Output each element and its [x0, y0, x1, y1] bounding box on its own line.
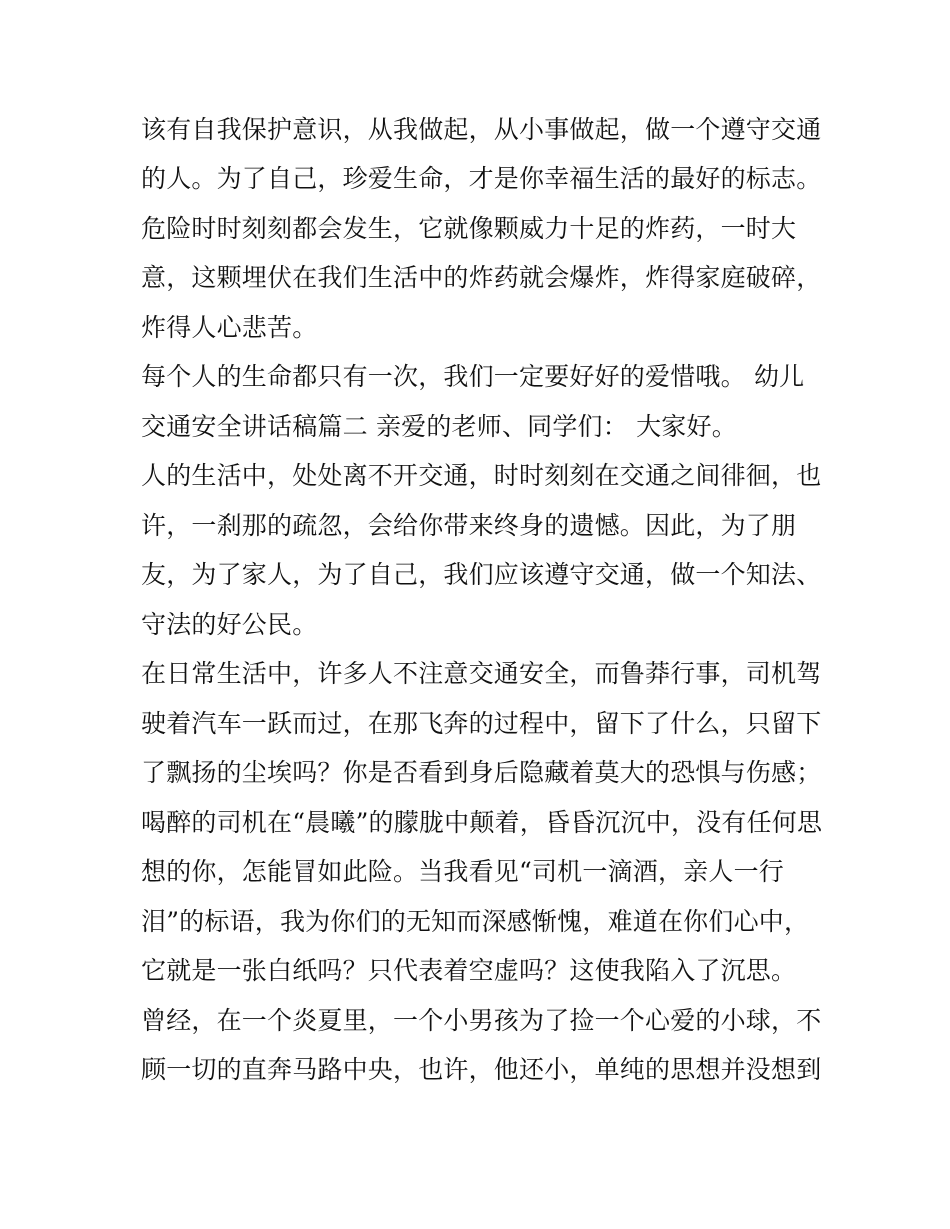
text-line: 交通安全讲话稿篇二 亲爱的老师、同学们： 大家好。 [141, 412, 737, 441]
text-line: 喝醉的司机在“晨曦”的朦胧中颠着，昏昏沉沉中，没有任何思 [141, 808, 823, 837]
text-line: 想的你，怎能冒如此险。当我看见“司机一滴酒，亲人一行 [141, 857, 784, 886]
text-line: 每个人的生命都只有一次，我们一定要好好的爱惜哦。 幼儿 [141, 362, 805, 391]
text-line: 在日常生活中，许多人不注意交通安全，而鲁莽行事，司机驾 [141, 659, 822, 688]
text-line: 守法的好公民。 [141, 610, 318, 639]
text-line: 泪”的标语，我为你们的无知而深感惭愧，难道在你们心中， [141, 907, 810, 936]
text-line: 意，这颗埋伏在我们生活中的炸药就会爆炸，炸得家庭破碎， [141, 263, 822, 292]
text-line: 危险时时刻刻都会发生，它就像颗威力十足的炸药，一时大 [141, 214, 797, 243]
text-line: 曾经，在一个炎夏里，一个小男孩为了捡一个心爱的小球，不 [141, 1006, 822, 1035]
text-line: 顾一切的直奔马路中央，也许，他还小，单纯的思想并没想到 [141, 1055, 822, 1084]
text-line: 人的生活中，处处离不开交通，时时刻刻在交通之间徘徊，也 [141, 461, 822, 490]
text-line: 的人。为了自己，珍爱生命，才是你幸福生活的最好的标志。 [141, 164, 822, 193]
text-line: 该有自我保护意识，从我做起，从小事做起，做一个遵守交通 [141, 115, 822, 144]
text-line: 友，为了家人，为了自己，我们应该遵守交通，做一个知法、 [141, 560, 822, 589]
text-line: 炸得人心悲苦。 [141, 313, 318, 342]
text-line: 驶着汽车一跃而过，在那飞奔的过程中，留下了什么，只留下 [141, 709, 822, 738]
text-line: 了飘扬的尘埃吗？你是否看到身后隐藏着莫大的恐惧与伤感； [141, 758, 822, 787]
text-line: 许，一刹那的疏忽，会给你带来终身的遗憾。因此，为了朋 [141, 511, 797, 540]
text-line: 它就是一张白纸吗？只代表着空虚吗？这使我陷入了沉思。 [141, 956, 797, 985]
